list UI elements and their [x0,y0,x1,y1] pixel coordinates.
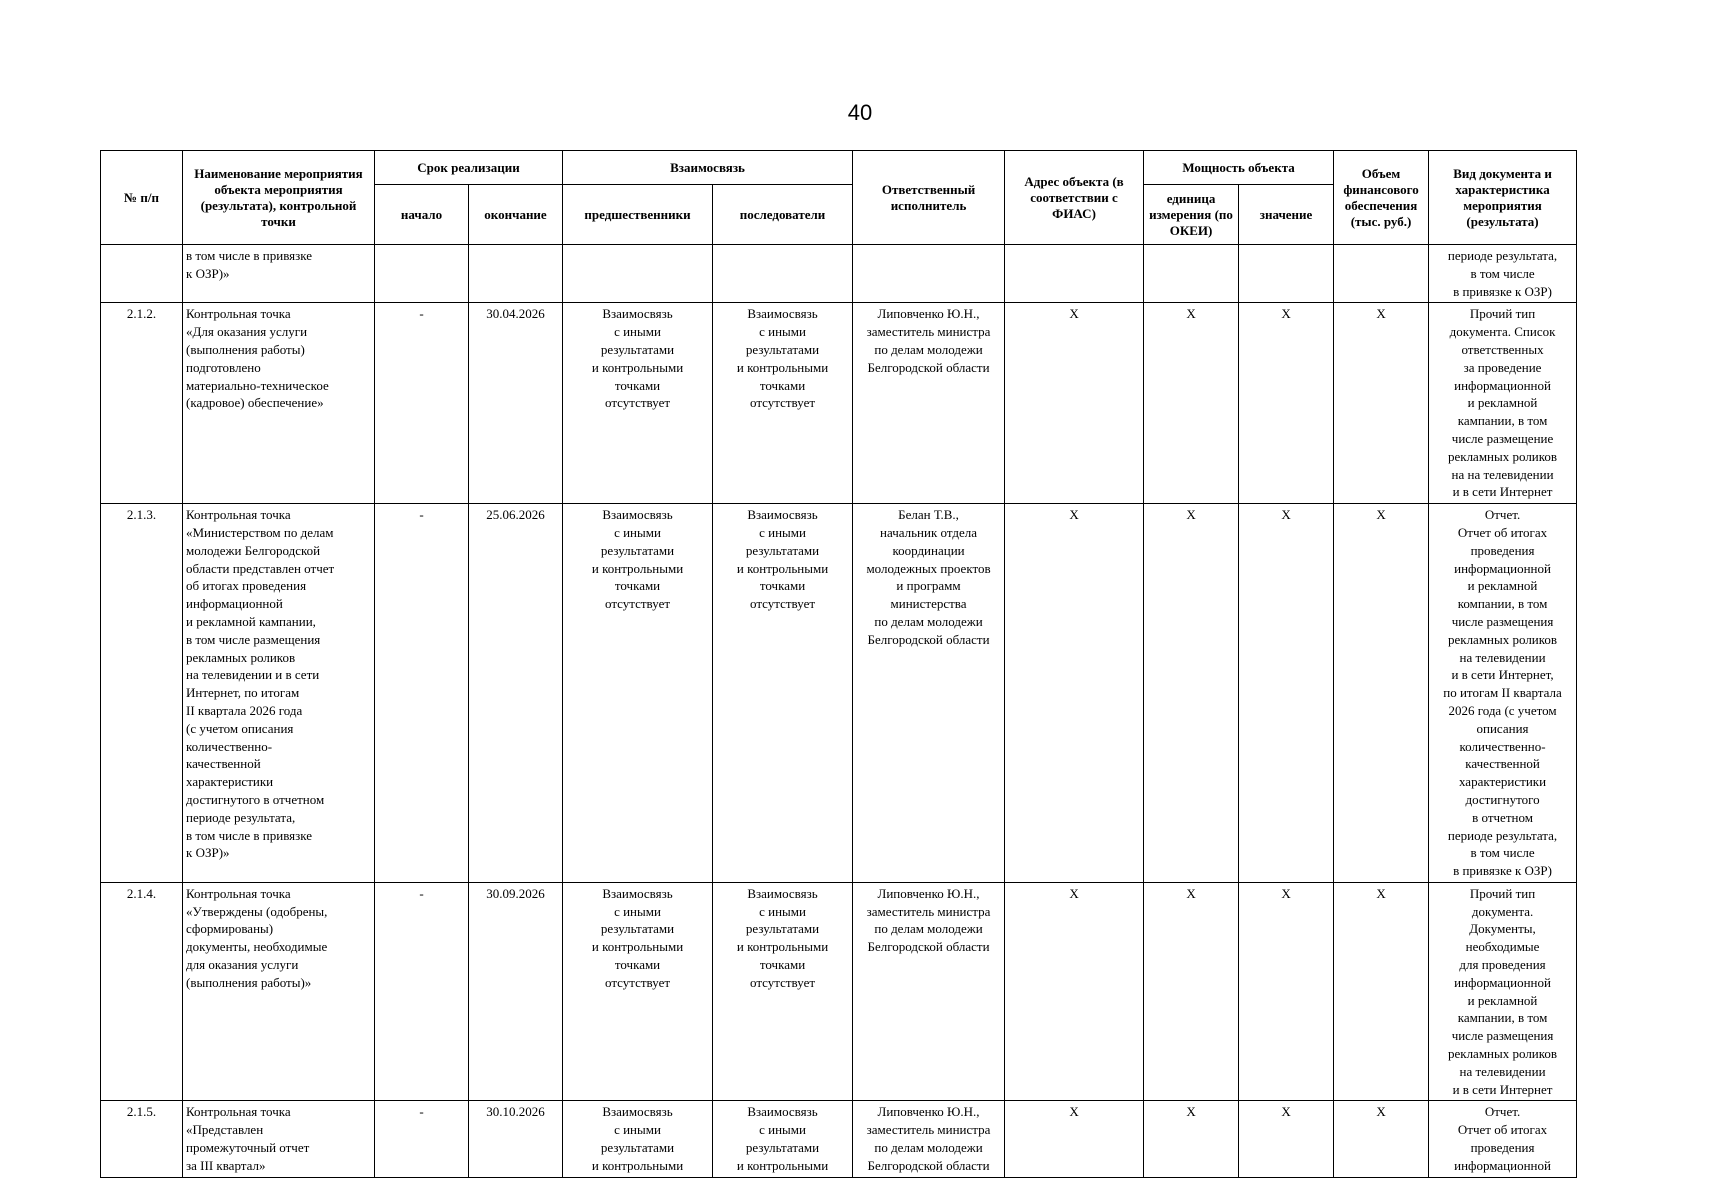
cell-finance: Х [1334,504,1429,883]
cell-end: 30.10.2026 [469,1101,563,1177]
header-link-next: последователи [713,185,853,245]
header-period-start: начало [375,185,469,245]
cell-finance [1334,245,1429,303]
table-row [101,303,1577,504]
header-link-prev: предшественники [563,185,713,245]
header-link: Взаимосвязь [563,151,853,185]
header-finance: Объем финансового обеспечения (тыс. руб.) [1334,151,1429,245]
cell-responsible [853,245,1005,303]
cell-num: 2.1.2. [101,303,183,504]
cell-start [375,245,469,303]
cell-unit [1144,245,1239,303]
cell-prev: Взаимосвязь с иными результатами и контрольными [563,1101,713,1177]
cell-doc: Прочий тип документа. Список ответственных за проведение информационной и рекламной кампании, в том числе размещение рекламных роликов на на телевидении и в сети Интернет [1429,303,1577,504]
cell-name: в том числе в привязке к ОЗР)» [183,245,375,303]
cell-finance: Х [1334,303,1429,504]
cell-end [469,245,563,303]
header-period-end: окончание [469,185,563,245]
cell-start: - [375,1101,469,1177]
cell-address [1005,245,1144,303]
cell-doc: Прочий тип документа. Документы, необходимые для проведения информационной и рекламной кампании, в том числе размещения рекламных роликов на телевидении и в сети Интернет [1429,882,1577,1101]
cell-end: 25.06.2026 [469,504,563,883]
cell-doc: Отчет. Отчет об итогах проведения информационной и рекламной компании, в том числе размещения рекламных роликов на телевидении и в сети Интернет, по итогам II квартала 2026 года (с учетом описания количественно- качественной характеристики достигнутого в отчетном периоде результата, в том числе в привязке к ОЗР) [1429,504,1577,883]
cell-end: 30.04.2026 [469,303,563,504]
cell-unit: Х [1144,882,1239,1101]
table-row [101,882,1577,1101]
cell-end: 30.09.2026 [469,882,563,1101]
cell-finance: Х [1334,1101,1429,1177]
cell-value: Х [1239,504,1334,883]
page-number: 40 [847,100,873,125]
cell-next: Взаимосвязь с иными результатами и контрольными точками отсутствует [713,504,853,883]
cell-value: Х [1239,1101,1334,1177]
cell-address: Х [1005,882,1144,1101]
cell-start: - [375,882,469,1101]
cell-finance: Х [1334,882,1429,1101]
cell-next [713,245,853,303]
header-capacity-value: значение [1239,185,1334,245]
cell-prev [563,245,713,303]
cell-value [1239,245,1334,303]
cell-address: Х [1005,1101,1144,1177]
header-address: Адрес объекта (в соответствии с ФИАС) [1005,151,1144,245]
header-num: № п/п [101,151,183,245]
cell-prev: Взаимосвязь с иными результатами и контрольными точками отсутствует [563,882,713,1101]
cell-responsible: Белан Т.В., начальник отдела координации молодежных проектов и программ министерства по делам молодежи Белгородской области [853,504,1005,883]
cell-address: Х [1005,504,1144,883]
table-row-continuation [101,245,1577,303]
cell-num: 2.1.3. [101,504,183,883]
cell-responsible: Липовченко Ю.Н., заместитель министра по делам молодежи Белгородской области [853,1101,1005,1177]
cell-doc: Отчет. Отчет об итогах проведения информационной [1429,1101,1577,1177]
cell-num [101,245,183,303]
cell-name: Контрольная точка «Утверждены (одобрены, сформированы) документы, необходимые для оказания услуги (выполнения работы)» [183,882,375,1101]
cell-start: - [375,504,469,883]
cell-responsible: Липовченко Ю.Н., заместитель министра по делам молодежи Белгородской области [853,303,1005,504]
cell-unit: Х [1144,1101,1239,1177]
cell-next: Взаимосвязь с иными результатами и контрольными точками отсутствует [713,303,853,504]
cell-unit: Х [1144,504,1239,883]
cell-next: Взаимосвязь с иными результатами и контрольными точками отсутствует [713,882,853,1101]
cell-num: 2.1.4. [101,882,183,1101]
table-header [101,151,1577,245]
cell-value: Х [1239,882,1334,1101]
header-capacity: Мощность объекта [1144,151,1334,185]
plan-table [100,150,1577,1178]
cell-unit: Х [1144,303,1239,504]
cell-name: Контрольная точка «Министерством по делам молодежи Белгородской области представлен отчет об итогах проведения информационной и рекламной кампании, в том числе размещения рекламных роликов на телевидении и в сети Интернет, по итогам II квартала 2026 года (с учетом описания количественно- качественной характеристики достигнутого в отчетном периоде результата, в том числе в привязке к ОЗР)» [183,504,375,883]
cell-num: 2.1.5. [101,1101,183,1177]
cell-value: Х [1239,303,1334,504]
cell-name: Контрольная точка «Представлен промежуточный отчет за III квартал» [183,1101,375,1177]
cell-doc: периоде результата, в том числе в привязке к ОЗР) [1429,245,1577,303]
cell-address: Х [1005,303,1144,504]
cell-prev: Взаимосвязь с иными результатами и контрольными точками отсутствует [563,303,713,504]
cell-responsible: Липовченко Ю.Н., заместитель министра по делам молодежи Белгородской области [853,882,1005,1101]
table-row [101,504,1577,883]
header-responsible: Ответственный исполнитель [853,151,1005,245]
header-doc: Вид документа и характеристика мероприятия (результата) [1429,151,1577,245]
header-capacity-unit: единица измерения (по ОКЕИ) [1144,185,1239,245]
header-period: Срок реализации [375,151,563,185]
header-name: Наименование мероприятия объекта мероприятия (результата), контрольной точки [183,151,375,245]
cell-name: Контрольная точка «Для оказания услуги (выполнения работы) подготовлено материально-техническое (кадровое) обеспечение» [183,303,375,504]
table-row [101,1101,1577,1177]
cell-prev: Взаимосвязь с иными результатами и контрольными точками отсутствует [563,504,713,883]
cell-next: Взаимосвязь с иными результатами и контрольными [713,1101,853,1177]
cell-start: - [375,303,469,504]
